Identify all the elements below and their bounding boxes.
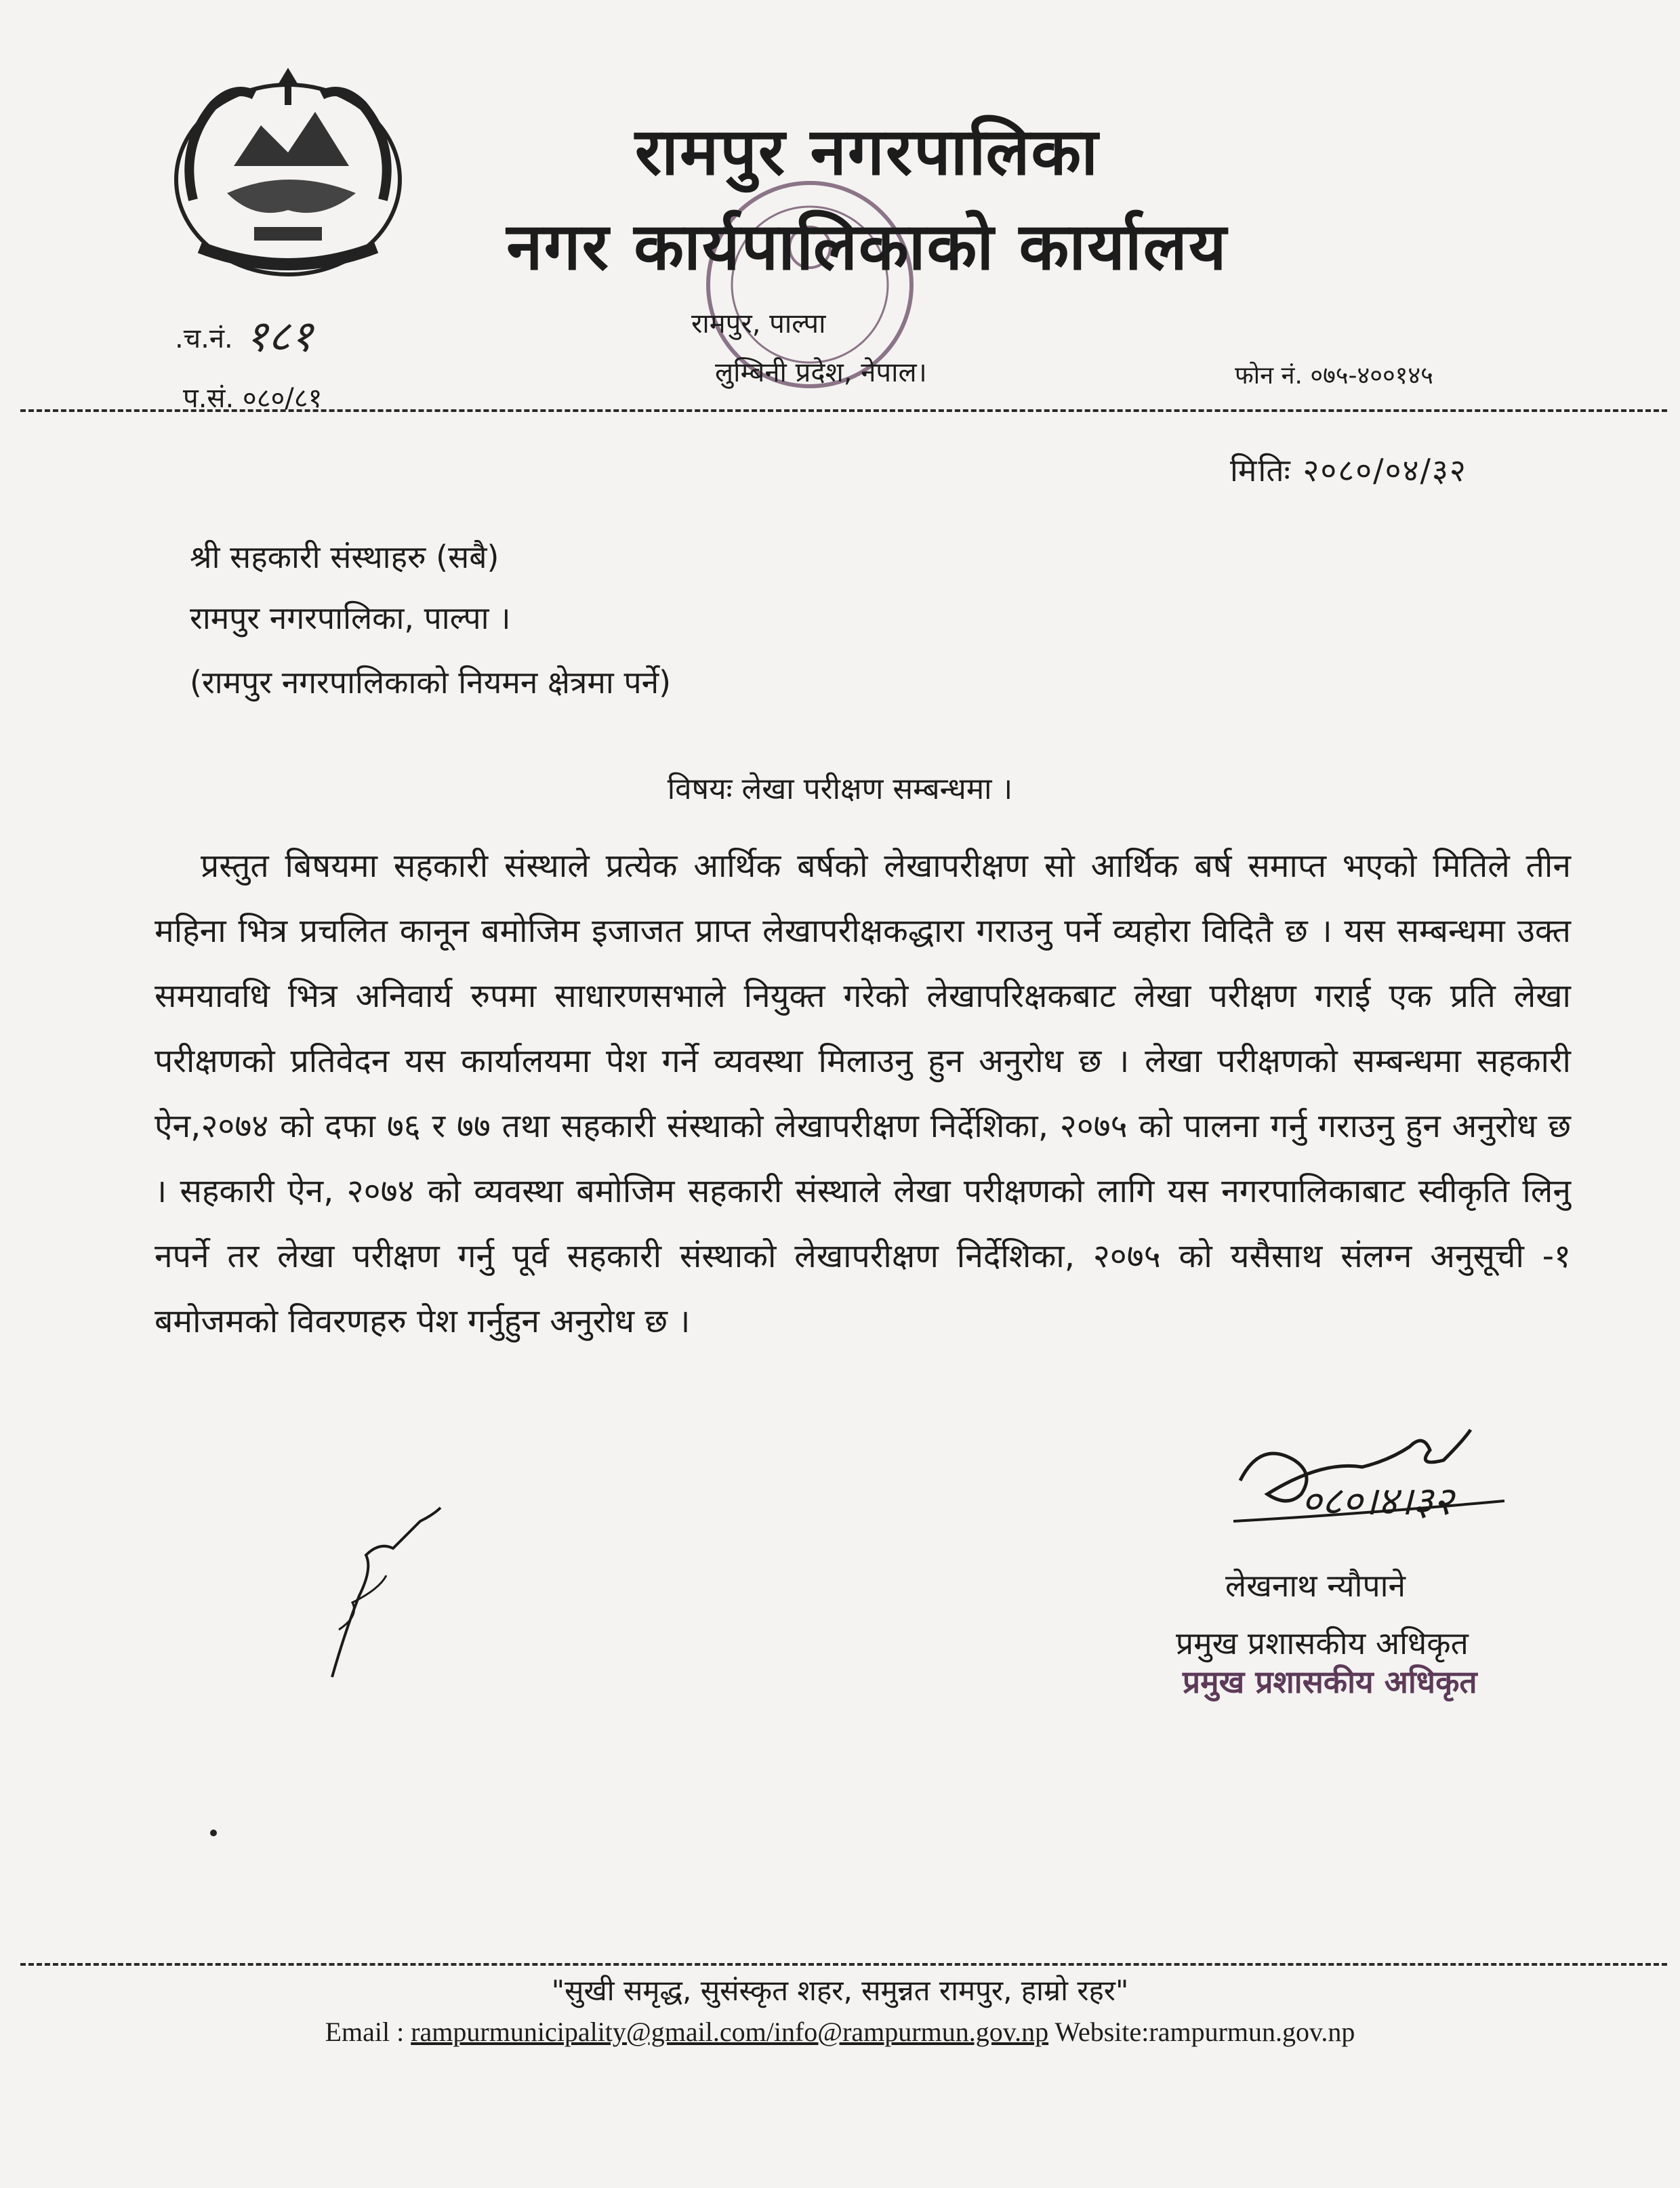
office-address: रामपुर, पाल्पा [691, 308, 826, 339]
signatory-stamp: प्रमुख प्रशासकीय अधिकृत [1183, 1664, 1477, 1700]
reference-label: .च.नं. [175, 323, 233, 354]
letter-body: प्रस्तुत बिषयमा सहकारी संस्थाले प्रत्येक आर्थिक बर्षको लेखापरीक्षण सो आर्थिक बर्ष समाप्त भएको मितिले तीन महिना भित्र प्रचलित कानून बमोजिम इजाजत प्राप्त लेखापरीक्षकद्धारा गराउनु पर्ने व्यहोरा विदितै छ । यस सम्बन्धमा उक्त समयावधि भित्र अनिवार्य रुपमा साधारणसभाले नियुक्त गरेको लेखापरिक्षकबाट लेखा परीक्षण गराई एक प्रति लेखा परीक्षणको प्रतिवेदन यस कार्यालयमा पेश गर्ने व्यवस्था मिलाउनु हुन अनुरोध छ । लेखा परीक्षणको सम्बन्धमा सहकारी ऐन,२०७४ को दफा ७६ र ७७ तथा सहकारी संस्थाको लेखापरीक्षण निर्देशिका, २०७५ को पालना गर्नु गराउनु हुन अनुरोध छ । सहकारी ऐन, २०७४ को व्यवस्था बमोजिम सहकारी संस्थाले लेखा परीक्षणको लागि यस नगरपालिकाबाट स्वीकृति लिनु नपर्ने तर लेखा परीक्षण गर्नु पूर्व सहकारी संस्थाको लेखापरीक्षण निर्देशिका, २०७५ को यसैसाथ संलग्न अनुसूची -१ बमोजमको विवरणहरु पेश गर्नुहुन अनुरोध छ । [155, 847, 1571, 1340]
recipient-line: श्री सहकारी संस्थाहरु (सबै) [190, 539, 499, 575]
ink-dot [210, 1830, 217, 1836]
initials-signature-icon [319, 1494, 454, 1691]
signature-date: ०८०।४।३२ [1301, 1478, 1454, 1524]
website-link[interactable]: rampurmun.gov.np [1149, 2017, 1355, 2047]
recipient-line: (रामपुर नगरपालिकाको नियमन क्षेत्रमा पर्ने) [190, 664, 672, 701]
office-province: लुम्बिनी प्रदेश, नेपाल। [715, 357, 927, 388]
signature-icon [1220, 1420, 1518, 1548]
office-title: रामपुर नगरपालिका [634, 113, 1100, 190]
email-link[interactable]: rampurmunicipality@gmail.com/info@rampurmun.gov.np [411, 2017, 1049, 2047]
footer-contact [0, 2016, 1680, 2048]
letter-date: मितिः २०८०/०४/३२ [1230, 452, 1467, 489]
signatory-name: लेखनाथ न्यौपाने [1225, 1567, 1406, 1604]
signatory-title: प्रमुख प्रशासकीय अधिकृत [1176, 1625, 1469, 1661]
header-divider [20, 409, 1667, 412]
website-label: Website: [1048, 2017, 1149, 2047]
reference-number: १८१ [245, 312, 313, 362]
footer-divider [20, 1963, 1667, 1966]
phone-number: फोन नं. ०७५-४००१४५ [1235, 362, 1433, 390]
email-label: Email : [325, 2017, 411, 2047]
letter-subject: विषयः लेखा परीक्षण सम्बन्धमा । [667, 772, 1013, 806]
office-subtitle: नगर कार्यपालिकाको कार्यालय [506, 208, 1228, 285]
recipient-line: रामपुर नगरपालिका, पाल्पा । [190, 600, 511, 636]
fiscal-year: प.सं. ०८०/८१ [183, 383, 323, 414]
footer-slogan: "सुखी समृद्ध, सुसंस्कृत शहर, समुन्नत रामपुर, हाम्रो रहर" [551, 1974, 1129, 2007]
